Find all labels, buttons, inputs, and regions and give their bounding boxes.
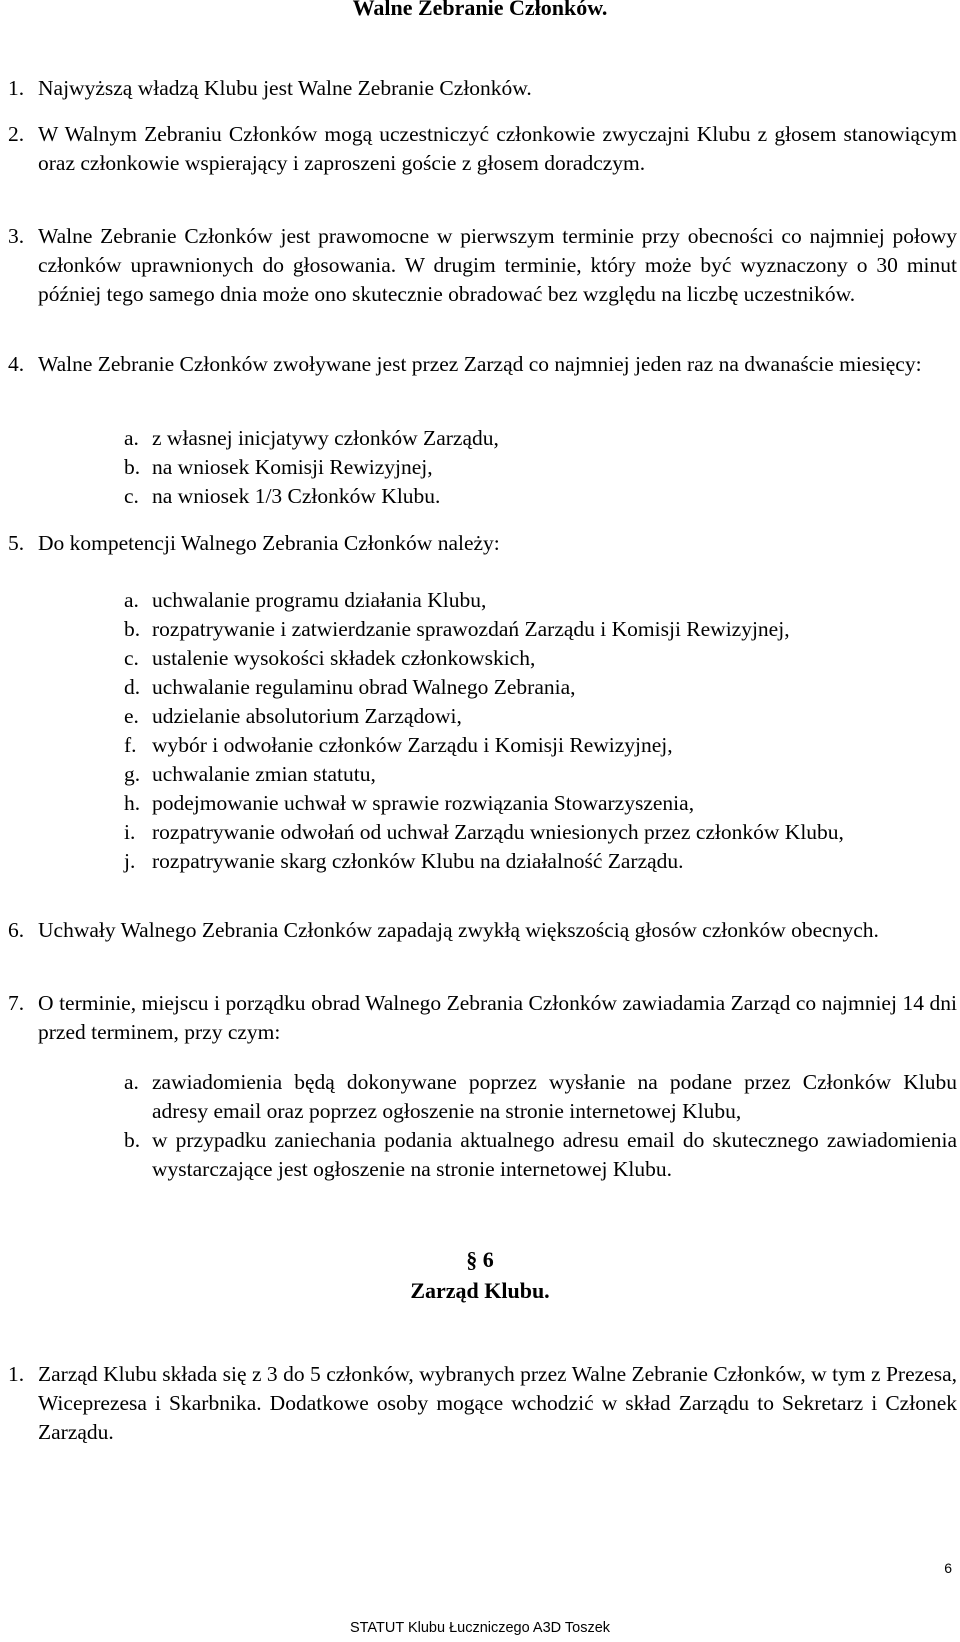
document-title: Walne Zebranie Członków. <box>352 0 608 20</box>
sublist-item-4 <box>0 424 960 511</box>
list-item-5 <box>0 529 960 558</box>
item-text: w przypadku zaniechania podania aktualnego adresu email do skutecznego zawiadomienia wystarczające jest ogłoszenie na stronie internetowej Klubu. <box>152 1128 957 1181</box>
item-number: 6. <box>8 918 25 942</box>
item-letter: a. <box>124 588 139 612</box>
item-text: uchwalanie programu działania Klubu, <box>152 588 487 612</box>
item-text: zawiadomienia będą dokonywane poprzez wysłanie na podane przez Członków Klubu adresy email oraz poprzez ogłoszenie na stronie internetowej Klubu, <box>152 1070 957 1123</box>
page-number: 6 <box>944 1560 952 1576</box>
item-letter: i. <box>124 820 136 844</box>
item-letter: b. <box>124 455 141 479</box>
item-letter: b. <box>124 617 141 641</box>
item-text: W Walnym Zebraniu Członków mogą uczestniczyć członkowie zwyczajni Klubu z głosem stanowiącym oraz członkowie wspierający i zaproszeni goście z głosem doradczym. <box>38 122 957 175</box>
item-text: na wniosek Komisji Rewizyjnej, <box>152 455 433 479</box>
item-text: wybór i odwołanie członków Zarządu i Komisji Rewizyjnej, <box>152 733 673 757</box>
item-letter: f. <box>124 733 137 757</box>
list-item-2 <box>0 120 960 178</box>
section-symbol: § 6 <box>466 1247 494 1272</box>
item-number: 7. <box>8 991 25 1015</box>
list-item-4b <box>0 453 960 482</box>
sublist-item-5 <box>0 586 960 876</box>
list-item-5g <box>0 760 960 789</box>
item-letter: d. <box>124 675 141 699</box>
item-number: 5. <box>8 531 25 555</box>
list-item-3 <box>0 222 960 309</box>
list-item-5h <box>0 789 960 818</box>
list-item-5a <box>0 586 960 615</box>
item-text: rozpatrywanie odwołań od uchwał Zarządu wniesionych przez członków Klubu, <box>152 820 844 844</box>
list-item-6 <box>0 916 960 945</box>
list-item-5e <box>0 702 960 731</box>
item-text: rozpatrywanie i zatwierdzanie sprawozdań Zarządu i Komisji Rewizyjnej, <box>152 617 790 641</box>
item-text: na wniosek 1/3 Członków Klubu. <box>152 484 441 508</box>
list-item-1 <box>0 74 960 103</box>
item-letter: j. <box>124 849 136 873</box>
list-item-7 <box>0 989 960 1047</box>
item-text: Zarząd Klubu składa się z 3 do 5 członków, wybranych przez Walne Zebranie Członków, w tym z Prezesa, Wiceprezesa i Skarbnika. Dodatkowe osoby mogące wchodzić w skład Zarządu to Sekretarz i Członek Zarządu. <box>38 1362 957 1444</box>
section-list-item-1 <box>0 1360 960 1447</box>
item-letter: h. <box>124 791 141 815</box>
item-letter: e. <box>124 704 139 728</box>
list-item-7a <box>0 1068 960 1126</box>
item-number: 1. <box>8 1362 25 1386</box>
item-number: 2. <box>8 122 25 146</box>
list-item-4 <box>0 350 960 379</box>
section-title: Zarząd Klubu. <box>410 1278 550 1303</box>
item-letter: c. <box>124 646 139 670</box>
list-item-5f <box>0 731 960 760</box>
item-text: Walne Zebranie Członków jest prawomocne w pierwszym terminie przy obecności co najmniej połowy członków uprawnionych do głosowania. W drugim terminie, który może być wyznaczony o 30 minut później tego samego dnia może ono skutecznie obradować bez względu na liczbę uczestników. <box>38 224 957 306</box>
item-text: z własnej inicjatywy członków Zarządu, <box>152 426 499 450</box>
sublist-item-7 <box>0 1068 960 1184</box>
item-text: Najwyższą władzą Klubu jest Walne Zebranie Członków. <box>38 76 532 100</box>
item-letter: b. <box>124 1128 141 1152</box>
item-text: Uchwały Walnego Zebrania Członków zapadają zwykłą większością głosów członków obecnych. <box>38 918 879 942</box>
item-text: uchwalanie zmian statutu, <box>152 762 376 786</box>
list-item-5b <box>0 615 960 644</box>
list-item-7b <box>0 1126 960 1184</box>
item-text: udzielanie absolutorium Zarządowi, <box>152 704 462 728</box>
page-footer: STATUT Klubu Łuczniczego A3D Toszek <box>349 1620 611 1636</box>
list-item-5j <box>0 847 960 876</box>
list-item-4a <box>0 424 960 453</box>
item-text: podejmowanie uchwał w sprawie rozwiązania Stowarzyszenia, <box>152 791 695 815</box>
item-text: Walne Zebranie Członków zwoływane jest przez Zarząd co najmniej jeden raz na dwanaście miesięcy: <box>38 352 922 376</box>
item-text: Do kompetencji Walnego Zebrania Członków należy: <box>38 531 500 555</box>
item-text: ustalenie wysokości składek członkowskich, <box>152 646 536 670</box>
list-item-5d <box>0 673 960 702</box>
list-item-4c <box>0 482 960 511</box>
item-text: O terminie, miejscu i porządku obrad Walnego Zebrania Członków zawiadamia Zarząd co najmniej 14 dni przed terminem, przy czym: <box>38 991 957 1044</box>
list-item-5i <box>0 818 960 847</box>
item-number: 3. <box>8 224 25 248</box>
item-letter: c. <box>124 484 139 508</box>
item-number: 4. <box>8 352 25 376</box>
item-number: 1. <box>8 76 25 100</box>
item-letter: a. <box>124 426 139 450</box>
list-item-5c <box>0 644 960 673</box>
item-letter: a. <box>124 1070 139 1094</box>
item-letter: g. <box>124 762 141 786</box>
item-text: rozpatrywanie skarg członków Klubu na działalność Zarządu. <box>152 849 684 873</box>
item-text: uchwalanie regulaminu obrad Walnego Zebrania, <box>152 675 576 699</box>
